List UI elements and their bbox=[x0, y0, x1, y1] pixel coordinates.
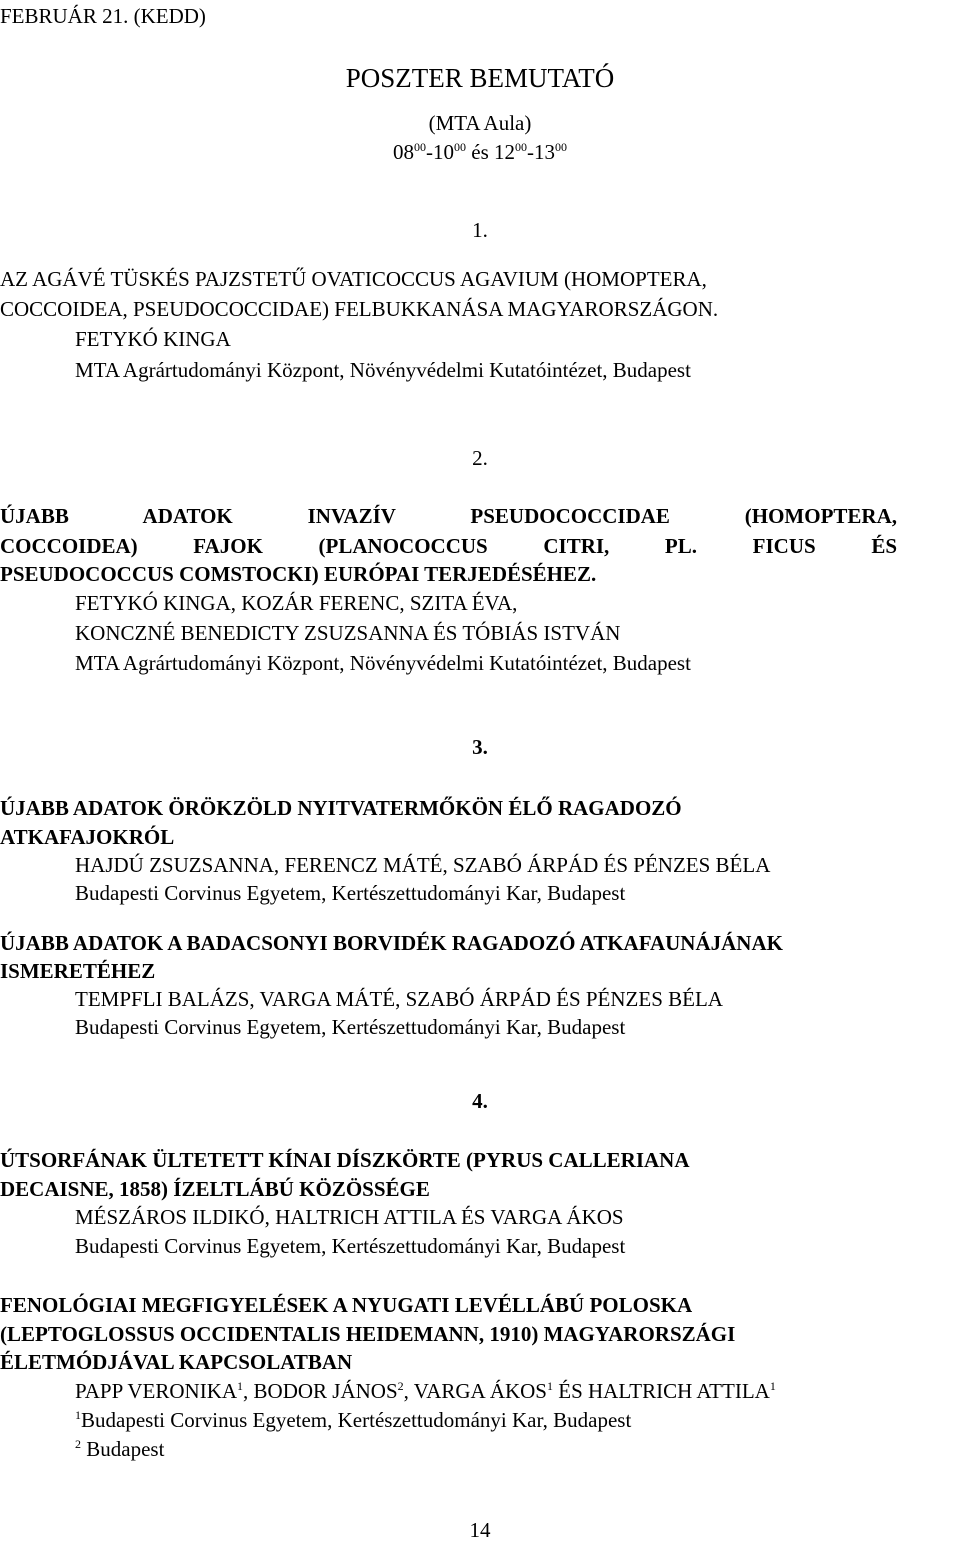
section-number: 1. bbox=[472, 218, 488, 242]
poster-title-line: ÚJABB ADATOK INVAZÍV PSEUDOCOCCIDAE (HOMOPTERA, bbox=[0, 504, 897, 528]
poster-title-line: FENOLÓGIAI MEGFIGYELÉSEK A NYUGATI LEVÉLLÁBÚ POLOSKA bbox=[0, 1293, 693, 1317]
poster-affiliation: Budapesti Corvinus Egyetem, Kertészettudományi Kar, Budapest bbox=[75, 1015, 626, 1039]
poster-title-line: ISMERETÉHEZ bbox=[0, 959, 156, 983]
poster-affiliation: MTA Agrártudományi Központ, Növényvédelmi Kutatóintézet, Budapest bbox=[75, 358, 691, 382]
poster-affiliation: Budapesti Corvinus Egyetem, Kertészettudományi Kar, Budapest bbox=[75, 1234, 626, 1258]
poster-title-line: PSEUDOCOCCUS COMSTOCKI) EURÓPAI TERJEDÉSÉHEZ. bbox=[0, 562, 597, 586]
poster-authors: TEMPFLI BALÁZS, VARGA MÁTÉ, SZABÓ ÁRPÁD ÉS PÉNZES BÉLA bbox=[75, 987, 723, 1011]
poster-title-line: COCCOIDEA, PSEUDOCOCCIDAE) FELBUKKANÁSA MAGYARORSZÁGON. bbox=[0, 297, 719, 321]
section-number: 4. bbox=[472, 1089, 488, 1113]
poster-title-line: COCCOIDEA) FAJOK (PLANOCOCCUS CITRI, PL. FICUS ÉS bbox=[0, 534, 897, 558]
poster-affiliation: $^1$Budapesti Corvinus Egyetem, Kertészettudományi Kar, Budapest bbox=[75, 1408, 632, 1432]
poster-title-line: DECAISNE, 1858) ÍZELTLÁBÚ KÖZÖSSÉGE bbox=[0, 1177, 430, 1201]
poster-affiliation: MTA Agrártudományi Központ, Növényvédelmi Kutatóintézet, Budapest bbox=[75, 651, 691, 675]
poster-affiliation: $^2$ Budapest bbox=[75, 1437, 165, 1461]
poster-title-line: ÚJABB ADATOK A BADACSONYI BORVIDÉK RAGADOZÓ ATKAFAUNÁJÁNAK bbox=[0, 931, 783, 955]
session-title: POSZTER BEMUTATÓ bbox=[345, 63, 615, 93]
poster-authors: FETYKÓ KINGA, KOZÁR FERENC, SZITA ÉVA, bbox=[75, 591, 518, 615]
section-number: 2. bbox=[472, 446, 488, 470]
poster-title-line: ÚTSORFÁNAK ÜLTETETT KÍNAI DÍSZKÖRTE (PYRUS CALLERIANA bbox=[0, 1148, 690, 1172]
poster-authors: PAPP VERONIKA$^1$, BODOR JÁNOS$^2$, VARGA ÁKOS$^1$ ÉS HALTRICH ATTILA$^1$ bbox=[75, 1379, 776, 1403]
poster-authors: MÉSZÁROS ILDIKÓ, HALTRICH ATTILA ÉS VARGA ÁKOS bbox=[75, 1205, 624, 1229]
poster-title-line: ATKAFAJOKRÓL bbox=[0, 825, 175, 849]
poster-title-line: ÚJABB ADATOK ÖRÖKZÖLD NYITVATERMŐKÖN ÉLŐ RAGADOZÓ bbox=[0, 796, 682, 820]
poster-affiliation: Budapesti Corvinus Egyetem, Kertészettudományi Kar, Budapest bbox=[75, 881, 626, 905]
poster-authors: KONCZNÉ BENEDICTY ZSUZSANNA ÉS TÓBIÁS ISTVÁN bbox=[75, 621, 621, 645]
session-time: $08^{00}-10^{00}$ és $12^{00}-13^{00}$ bbox=[393, 140, 567, 164]
poster-title-line: AZ AGÁVÉ TÜSKÉS PAJZSTETŰ OVATICOCCUS AGAVIUM (HOMOPTERA, bbox=[0, 267, 707, 291]
poster-title-line: (LEPTOGLOSSUS OCCIDENTALIS HEIDEMANN, 1910) MAGYARORSZÁGI bbox=[0, 1322, 736, 1346]
session-venue: (MTA Aula) bbox=[428, 111, 532, 135]
page-number: 14 bbox=[469, 1518, 491, 1542]
page-date: FEBRUÁR 21. (KEDD) bbox=[0, 4, 206, 28]
section-number: 3. bbox=[472, 735, 488, 759]
poster-title-line: ÉLETMÓDJÁVAL KAPCSOLATBAN bbox=[0, 1350, 353, 1374]
poster-authors: FETYKÓ KINGA bbox=[75, 327, 231, 351]
poster-authors: HAJDÚ ZSUZSANNA, FERENCZ MÁTÉ, SZABÓ ÁRPÁD ÉS PÉNZES BÉLA bbox=[75, 853, 771, 877]
